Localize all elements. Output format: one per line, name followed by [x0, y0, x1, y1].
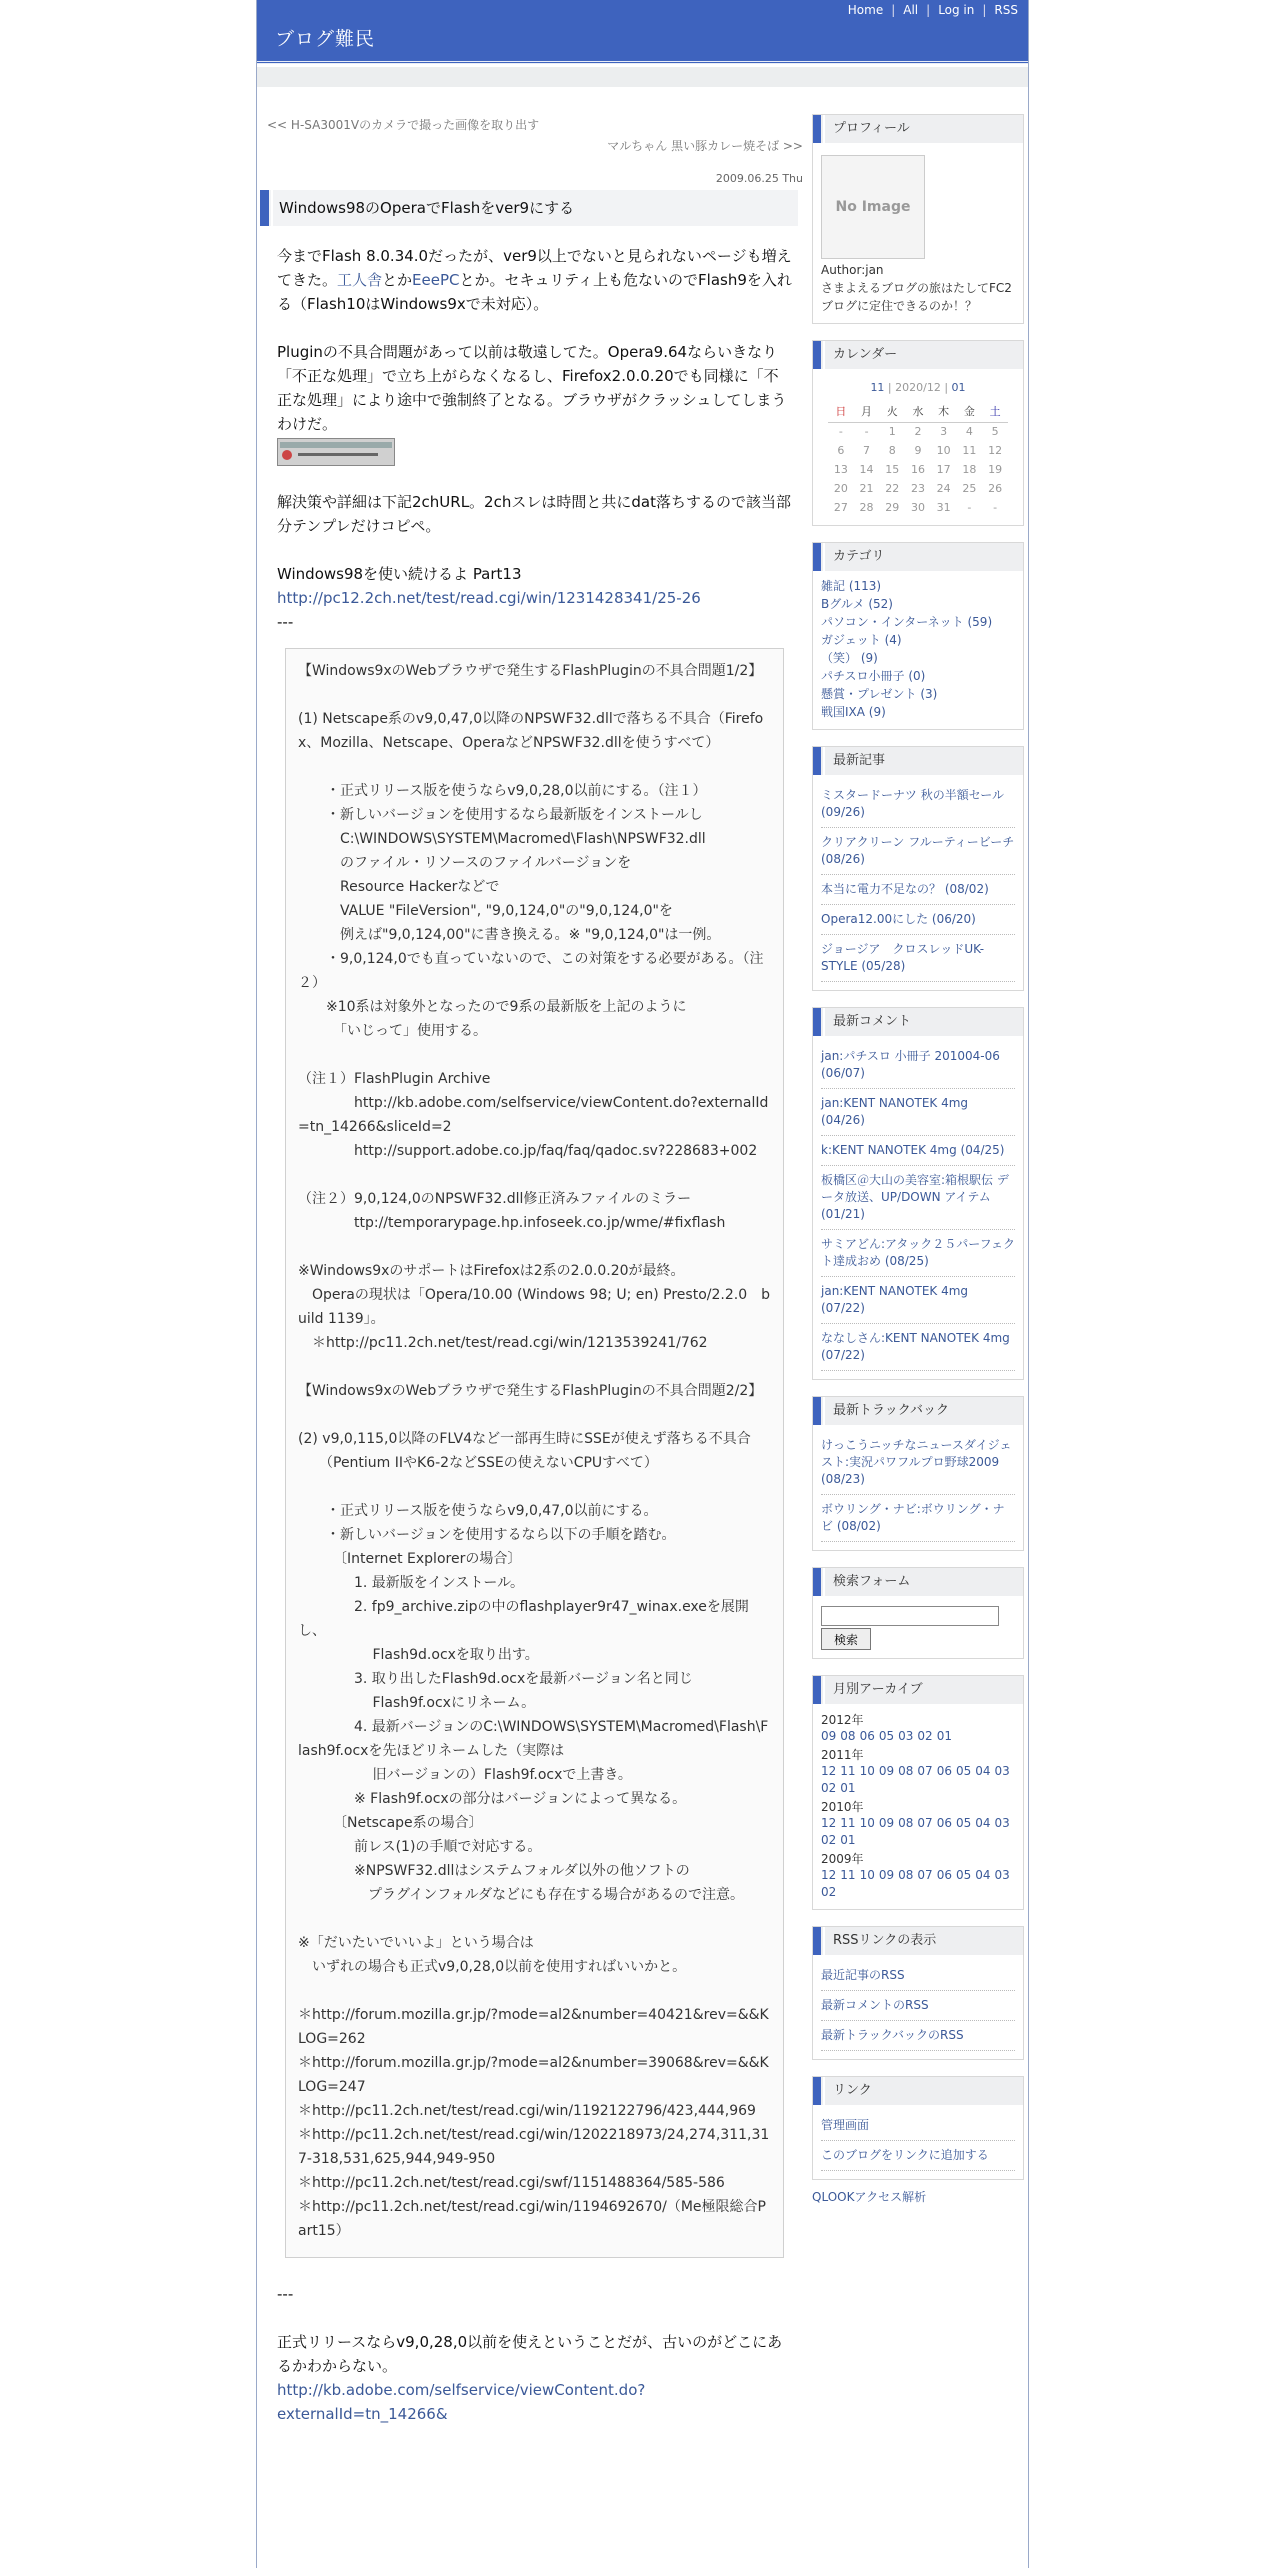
calendar-day: 1: [888, 424, 896, 438]
calendar-day: 29: [885, 500, 900, 514]
rss-heading: RSSリンクの表示: [813, 1927, 1023, 1955]
weekday: 土: [982, 403, 1008, 422]
archive-month-link[interactable]: 06: [936, 1816, 952, 1830]
archive-month-link[interactable]: 09: [878, 1816, 895, 1830]
calendar-day: 21: [859, 481, 874, 495]
year-suffix: 年: [851, 1800, 864, 1814]
login-link[interactable]: Log in: [938, 3, 975, 17]
calendar-day: 19: [988, 462, 1003, 476]
comment-link[interactable]: jan:KENT NANOTEK 4mg (04/26): [821, 1096, 969, 1127]
archive-month-link[interactable]: 05: [955, 1816, 972, 1830]
author-label: Author:jan: [821, 263, 884, 277]
rss-box: [812, 1926, 1024, 2060]
archive-month-link[interactable]: 06: [859, 1729, 875, 1743]
blog-title[interactable]: ブログ難民: [275, 28, 376, 50]
calendar-day: 28: [859, 500, 874, 514]
comment-link[interactable]: 板橋区＠大山の美容室:箱根駅伝 データ放送、UP/DOWN アイテム (01/21): [821, 1173, 1009, 1221]
weekday: 木: [931, 403, 957, 422]
recent-comments-heading: 最新コメント: [813, 1008, 1023, 1036]
calendar-day: 31: [936, 500, 951, 514]
calendar-box: [812, 340, 1024, 526]
archive-month-link[interactable]: 03: [994, 1816, 1010, 1830]
calendar-day: 8: [888, 443, 896, 457]
archive-month-link[interactable]: 09: [821, 1729, 837, 1743]
comment-link[interactable]: ななしさん:KENT NANOTEK 4mg (07/22): [821, 1331, 1010, 1362]
calendar-day: 17: [936, 462, 951, 476]
paragraph-5: 正式リリースならv9,0,28,0以前を使えということだが、古いのがどこにあるかわからない。: [277, 2333, 783, 2375]
archive-month-link[interactable]: 07: [917, 1764, 933, 1778]
recent-entry-link[interactable]: Opera12.00にした (06/20): [821, 912, 976, 926]
profile-box: [812, 114, 1024, 324]
archive-month-link[interactable]: 02: [821, 1885, 837, 1899]
archive-month-link[interactable]: 07: [917, 1816, 933, 1830]
year: 2010: [821, 1800, 852, 1814]
archive-month-link[interactable]: 06: [936, 1764, 952, 1778]
comment-link[interactable]: jan:KENT NANOTEK 4mg (07/22): [821, 1284, 969, 1315]
archive-month-link[interactable]: 09: [878, 1868, 895, 1882]
calendar-day: -: [967, 500, 972, 514]
calendar-day: 2: [914, 424, 922, 438]
quote-text: 【Windows9xのWebブラウザで発生するFlashPluginの不具合問題1/2】 (1) Netscape系のv9,0,47,0以降のNPSWF32.dllで落ちる不具合（Firefox、Mozilla、Netscape、OperaなどNPSWF32.dllを使うすべて） ・正式リリース版を使うならv9,0,28,0以前にする。（注１） ・新しいバージョンを使用するなら最新版をインストールし C:\WINDOWS\SYSTEM\Macromed\Flash\NPSWF32.dll のファイル・リソースのファイルバージョンを Resource Hackerなどで VALUE "FileVersion", "9,0,124,0"の"9,0,124,0"を 例えば"9,0,124,00"に書き換える。※ "9,0,124,0"は一例。 ・9,0,124,0でも直っていないので、この対策をする必要がある。（注２） ※10系は対象外となったので9系の最新版を上記のように 「いじって」使用する。 （注１）FlashPlugin Archive http://kb.adobe.com/selfservice/viewContent.do?externalId=tn_14266&sliceId=2 http://support.adobe.co.jp/faq/faq/qadoc.sv?228683+002 （注２）9,0,124,0のNPSWF32.dll修正済みファイルのミラー ttp://temporarypage.hp.infoseek.co.jp/wme/#fixflash ※Windows9xのサポートはFirefoxは2系の2.0.0.20が最終。 Operaの現状は「Opera/10.00 (Windows 98; U; en) Presto/2.2.0 build 1139」。 ＊http://pc11.2ch.net/test/read.cgi/win/1213539241/762 【Windows9xのWebブラウザで発生するFlashPluginの不具合問題2/2】 (2) v9,0,115,0以降のFLV4など一部再生時にSSEが使えず落ちる不具合 （Pentium IIやK6-2などSSEの使えないCPUすべて） ・正式リリース版を使うならv9,0,47,0以前にする。 ・新しいバージョンを使用するなら以下の手順を踏む。 〔Internet Explorerの場合〕 1. 最新版をインストール。 2. fp9_archive.zipの中のflashplayer9r47_winax.exeを展開し、 Flash9d.ocxを取り出す。 3. 取り出したFlash9d.ocxを最新バージョン名と同じ Flash9f.ocxにリネーム。 4. 最新バージョンのC:\WINDOWS\SYSTEM\Macromed\Flash\Flash9f.ocxを先ほどリネームした（実際は 旧バージョンの）Flash9f.ocxで上書き。 ※ Flash9f.ocxの部分はバージョンによって異なる。 〔Netscape系の場合〕 前レス(1)の手順で対応する。 ※NPSWF32.dllはシステムフォルダ以外の他ソフトの プラグインフォルダなどにも存在する場合があるので注意。 ※「だいたいでいいよ」という場合は いずれの場合も正式v9,0,28,0以前を使用すればいいかと。 ＊http://forum.mozilla.gr.jp/?mode=al2&number=40421&rev=&&KLOG=262 ＊http://forum.mozilla.gr.jp/?mode=al2&number=39068&rev=&&KLOG=247 ＊http://pc11.2ch.net/test/read.cgi/win/1192122796/423,444,969 ＊http://pc11.2ch.net/test/read.cgi/win/1202218973/24,274,311,317-318,531,625,944,949-950 ＊http://pc11.2ch.net/test/read.cgi/swf/1151488364/585-586 ＊http://pc11.2ch.net/test/read.cgi/win/1194692670/（Me極限総合Part15）: [298, 663, 770, 2239]
links-heading: リンク: [813, 2077, 1023, 2105]
rss-entries-link[interactable]: 最近記事のRSS: [821, 1968, 905, 1982]
calendar-prev-month[interactable]: 11: [870, 381, 885, 394]
calendar-day: -: [838, 424, 843, 438]
recent-entry-link[interactable]: ジョージア クロスレッドUK-STYLE (05/28): [821, 942, 985, 973]
thread-title: Windows98を使い続けるよ Part13: [277, 565, 522, 583]
calendar-day: 10: [936, 443, 951, 457]
sidebar: [812, 114, 1024, 2205]
all-link[interactable]: All: [903, 3, 919, 17]
calendar-day: 11: [962, 443, 977, 457]
comment-link[interactable]: k:KENT NANOTEK 4mg (04/25): [821, 1143, 1005, 1157]
category-link[interactable]: 雑記 (113): [821, 579, 882, 593]
calendar-day: -: [864, 424, 869, 438]
trackback-link[interactable]: けっこうニッチなニュースダイジェスト:実況パワフルプロ野球2009 (08/23): [821, 1438, 1012, 1486]
archive-year: [821, 1712, 1015, 1728]
weekday: 火: [879, 403, 905, 422]
calendar-day: 27: [833, 500, 848, 514]
archive-month-link[interactable]: 05: [878, 1729, 895, 1743]
text: とか: [382, 271, 413, 289]
entry-body: [277, 244, 792, 2426]
year-suffix: 年: [851, 1713, 864, 1727]
archive-month-link[interactable]: 05: [955, 1868, 972, 1882]
recent-entries-box: [812, 746, 1024, 991]
archive-month-link[interactable]: 03: [994, 1868, 1010, 1882]
home-link[interactable]: Home: [847, 3, 884, 17]
archive-month-link[interactable]: 10: [859, 1816, 875, 1830]
weekday: 金: [957, 403, 983, 422]
adobe-archive-link[interactable]: http://kb.adobe.com/selfservice/viewContent.do?externalId=tn_14266&: [277, 2381, 646, 2423]
calendar-day: 14: [859, 462, 874, 476]
page: [256, 0, 1029, 2568]
archive-month-link[interactable]: 08: [898, 1868, 914, 1882]
category-link[interactable]: ガジェット (4): [821, 633, 902, 647]
archive-year: [821, 1851, 1015, 1867]
trackback-link[interactable]: ボウリング・ナビ:ボウリング・ナビ (08/02): [821, 1502, 1005, 1533]
search-button[interactable]: 検索: [821, 1628, 871, 1650]
entry-date: 2009.06.25 Thu: [715, 172, 803, 185]
year: 2012: [821, 1713, 852, 1727]
archive-month-link[interactable]: 09: [878, 1764, 895, 1778]
archive-month-link[interactable]: 12: [821, 1816, 837, 1830]
qlook-analytics-link[interactable]: QLOOKアクセス解析: [812, 2190, 927, 2204]
calendar-day: 16: [910, 462, 925, 476]
rss-link[interactable]: RSS: [994, 3, 1018, 17]
avatar: No Image: [821, 155, 925, 259]
text: 今までFlash 8.0.34.0だったが、ver9以上でないと見られないページも増えてきた。: [277, 247, 792, 289]
recent-entry-link[interactable]: クリアクリーン フルーティービーチ (08/26): [821, 835, 1015, 866]
archive-month-link[interactable]: 03: [898, 1729, 914, 1743]
calendar-day: 9: [914, 443, 922, 457]
weekday: 月: [854, 403, 880, 422]
calendar-day: 26: [988, 481, 1003, 495]
links-box: [812, 2076, 1024, 2180]
calendar-day: 20: [833, 481, 848, 495]
prev-entry-link[interactable]: << H-SA3001Vのカメラで撮った画像を取り出す: [267, 118, 540, 132]
archive-month-link[interactable]: 01: [936, 1729, 952, 1743]
archive-month-link[interactable]: 08: [840, 1729, 856, 1743]
calendar-day: 23: [910, 481, 925, 495]
entry-title: Windows98のOperaでFlashをver9にする: [260, 190, 798, 226]
calendar-day: 30: [910, 500, 925, 514]
search-heading: 検索フォーム: [813, 1568, 1023, 1596]
thread-link[interactable]: http://pc12.2ch.net/test/read.cgi/win/1231428341/25-26: [277, 589, 701, 607]
archive-month-link[interactable]: 12: [821, 1764, 837, 1778]
calendar-day: 3: [940, 424, 948, 438]
calendar-nav: 11 | 2020/12 | 01: [870, 381, 966, 394]
recent-entries-heading: 最新記事: [813, 747, 1023, 775]
comment-link[interactable]: jan:パチスロ 小冊子 201004-06 (06/07): [821, 1049, 1000, 1080]
weekday: 水: [905, 403, 931, 422]
archive-month-link[interactable]: 02: [821, 1781, 837, 1795]
calendar-day: 24: [936, 481, 951, 495]
category-link[interactable]: 戦国IXA (9): [821, 705, 886, 719]
archive-month-link[interactable]: 05: [955, 1764, 972, 1778]
top-links: Home | All | Log in | RSS: [847, 3, 1018, 17]
category-heading: カテゴリ: [813, 543, 1023, 571]
author-bio: さまよえるブログの旅はたしてFC2ブログに定住できるのか！？: [821, 281, 1012, 313]
year-suffix: 年: [851, 1748, 864, 1762]
archive-month-link[interactable]: 02: [821, 1833, 837, 1847]
calendar-day: 6: [837, 443, 845, 457]
paragraph-3: 解決策や詳細は下記2chURL。2chスレは時間と共にdat落ちするので該当部分テンプレだけコピペ。: [277, 493, 791, 535]
sub-bar: [257, 67, 1028, 87]
kojinsha-link[interactable]: 工人舎: [337, 271, 383, 289]
error-dialog-thumbnail[interactable]: [277, 438, 395, 466]
recent-comments-box: [812, 1007, 1024, 1380]
calendar-day: 5: [991, 424, 999, 438]
archive-year: [821, 1799, 1015, 1815]
archive-heading: 月別アーカイブ: [813, 1676, 1023, 1704]
rss-trackbacks-link[interactable]: 最新トラックバックのRSS: [821, 2028, 964, 2042]
archive-month-link[interactable]: 11: [840, 1816, 856, 1830]
category-link[interactable]: Bグルメ (52): [821, 597, 893, 611]
year: 2009: [821, 1852, 852, 1866]
calendar-day: -: [993, 500, 998, 514]
separator-text: ---: [277, 613, 294, 631]
archive-month-link[interactable]: 06: [936, 1868, 952, 1882]
archive-month-link[interactable]: 08: [898, 1816, 914, 1830]
trackback-box: [812, 1396, 1024, 1551]
rss-comments-link[interactable]: 最新コメントのRSS: [821, 1998, 929, 2012]
archive-month-link[interactable]: 02: [917, 1729, 933, 1743]
search-input[interactable]: [821, 1606, 999, 1626]
eeepc-link[interactable]: EeePC: [412, 271, 460, 289]
search-box: [812, 1567, 1024, 1659]
calendar-day: 7: [863, 443, 871, 457]
comment-link[interactable]: サミアどん:アタック２５パーフェクト達成おめ (08/25): [821, 1237, 1016, 1268]
add-link-link[interactable]: このブログをリンクに追加する: [821, 2148, 989, 2162]
calendar-heading: カレンダー: [813, 341, 1023, 369]
archive-month-link[interactable]: 12: [821, 1868, 837, 1882]
category-link[interactable]: パチスロ小冊子 (0): [821, 669, 926, 683]
archive-month-link[interactable]: 10: [859, 1764, 875, 1778]
separator-text: ---: [277, 2285, 294, 2303]
header: [257, 0, 1028, 64]
calendar-current-month: 2020/12: [895, 381, 941, 394]
weekday: 日: [828, 403, 854, 422]
recent-entry-link[interactable]: ミスタードーナツ 秋の半額セール (09/26): [821, 788, 1004, 819]
archive-month-link[interactable]: 03: [994, 1764, 1010, 1778]
calendar-day: 25: [962, 481, 977, 495]
archive-month-link[interactable]: 04: [975, 1868, 991, 1882]
archive-year: [821, 1747, 1015, 1763]
next-entry-link[interactable]: マルちゃん 黒い豚カレー焼そば >>: [607, 139, 803, 153]
calendar-day: 22: [885, 481, 900, 495]
archive-month-link[interactable]: 11: [840, 1764, 856, 1778]
calendar-grid: [828, 403, 1008, 517]
calendar-day: 15: [885, 462, 900, 476]
archive-month-link[interactable]: 11: [840, 1868, 856, 1882]
archive-month-link[interactable]: 10: [859, 1868, 875, 1882]
category-link[interactable]: 懸賞・プレゼント (3): [821, 687, 938, 701]
archive-month-link[interactable]: 01: [840, 1833, 856, 1847]
archive-month-link[interactable]: 01: [840, 1781, 856, 1795]
calendar-day: 18: [962, 462, 977, 476]
year: 2011: [821, 1748, 852, 1762]
year-suffix: 年: [851, 1852, 864, 1866]
archive-box: [812, 1675, 1024, 1910]
recent-entry-link[interactable]: 本当に電力不足なの？ (08/02): [821, 882, 989, 896]
trackback-heading: 最新トラックバック: [813, 1397, 1023, 1425]
archive-month-link[interactable]: 07: [917, 1868, 933, 1882]
admin-link[interactable]: 管理画面: [821, 2118, 870, 2132]
paragraph-2: Pluginの不具合問題があって以前は敬遠してた。Opera9.64ならいきなり「不正な処理」で立ち上がらなくなるし、Firefox2.0.0.20でも同様に「不正な処理」により途中で強制終了となる。ブラウザがクラッシュしてしまうわけだ。: [277, 343, 787, 433]
paragraph-1: [277, 244, 792, 316]
archive-month-link[interactable]: 04: [975, 1816, 991, 1830]
text: とか。セキュリティ上も危ないのでFlash9を入れる（Flash10はWindows9xで未対応）。: [277, 271, 792, 313]
calendar-day: 12: [988, 443, 1003, 457]
error-icon: [282, 450, 292, 460]
category-box: [812, 542, 1024, 730]
archive-month-link[interactable]: 08: [898, 1764, 914, 1778]
quote-block: [285, 648, 784, 2258]
profile-heading: プロフィール: [813, 115, 1023, 143]
archive-month-link[interactable]: 04: [975, 1764, 991, 1778]
calendar-day: 4: [965, 424, 973, 438]
calendar-day: 13: [833, 462, 848, 476]
category-link[interactable]: （笑） (9): [821, 651, 878, 665]
category-link[interactable]: パソコン・インターネット (59): [821, 615, 993, 629]
calendar-next-month[interactable]: 01: [951, 381, 966, 394]
